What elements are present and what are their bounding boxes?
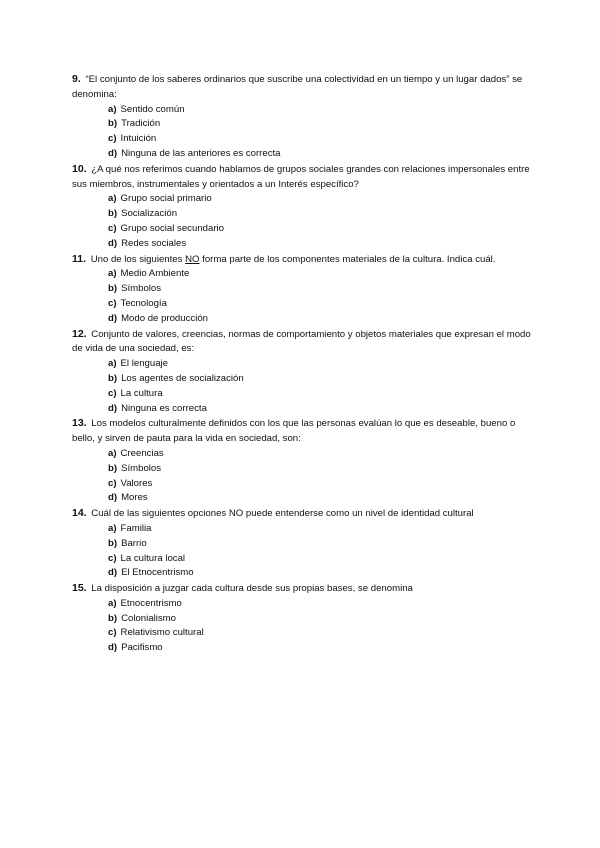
option-c [108, 387, 540, 402]
option-c [108, 222, 540, 237]
option-a [108, 267, 540, 282]
option-text: Tecnología [120, 297, 167, 309]
question-number: 9. [72, 73, 81, 85]
option-letter: a) [108, 103, 117, 115]
option-text: Ninguna de las anteriores es correcta [121, 147, 281, 159]
option-letter: d) [108, 312, 118, 324]
question-body: “El conjunto de los saberes ordinarios que suscribe una colectividad en un tiempo y un lugar dados” se denomina: [72, 74, 523, 100]
option-letter: b) [108, 462, 118, 474]
option-text: Colonialismo [121, 612, 176, 624]
question-number: 13. [72, 417, 87, 430]
option-letter: a) [108, 358, 117, 370]
option-d [108, 641, 540, 656]
option-text: Símbolos [121, 283, 162, 295]
question-12-text [72, 327, 540, 358]
option-letter: b) [108, 208, 118, 220]
option-text: Intuición [120, 133, 157, 145]
option-c [108, 132, 540, 147]
question-body: Cuál de las siguientes opciones NO puede entenderse como un nivel de identidad cultural [91, 508, 474, 520]
option-text: La cultura [120, 387, 163, 399]
options-list [72, 447, 540, 506]
option-text: Creencias [120, 447, 164, 459]
option-b [108, 612, 540, 627]
option-letter: d) [108, 237, 118, 249]
option-b [108, 207, 540, 222]
question-body: La disposición a juzgar cada cultura desde sus propias bases, se denomina [91, 583, 413, 595]
options-list [72, 357, 540, 416]
option-text: La cultura local [120, 552, 186, 564]
question-15-text [72, 581, 540, 597]
question-9 [72, 72, 540, 162]
question-10 [72, 162, 540, 252]
option-letter: c) [108, 297, 117, 309]
option-b [108, 117, 540, 132]
option-text: Grupo social primario [120, 193, 212, 205]
option-text: Medio Ambiente [120, 268, 190, 280]
option-text: Redes sociales [121, 237, 187, 249]
option-text: Barrio [121, 537, 147, 549]
option-b [108, 537, 540, 552]
question-number: 14. [72, 507, 87, 520]
option-letter: a) [108, 193, 117, 205]
option-letter: c) [108, 222, 117, 234]
option-a [108, 447, 540, 462]
question-number: 15. [72, 582, 87, 595]
option-text: Modo de producción [121, 312, 208, 324]
option-d [108, 237, 540, 252]
option-d [108, 566, 540, 581]
option-d [108, 402, 540, 417]
option-d [108, 147, 540, 162]
option-letter: b) [108, 283, 118, 295]
option-text: Símbolos [121, 462, 162, 474]
option-letter: a) [108, 447, 117, 459]
option-a [108, 597, 540, 612]
option-letter: a) [108, 268, 117, 280]
option-b [108, 372, 540, 387]
option-letter: c) [108, 133, 117, 145]
option-text: Relativismo cultural [120, 627, 204, 639]
option-text: Ninguna es correcta [121, 402, 207, 414]
question-9-text [72, 72, 540, 103]
option-text: El lenguaje [120, 358, 169, 370]
options-list [72, 522, 540, 581]
question-14-text [72, 506, 540, 522]
option-letter: c) [108, 552, 117, 564]
options-list [72, 192, 540, 251]
question-13 [72, 416, 540, 506]
option-letter: d) [108, 492, 118, 504]
option-text: El Etnocentrismo [121, 567, 194, 579]
option-a [108, 103, 540, 118]
option-letter: a) [108, 597, 117, 609]
option-a [108, 192, 540, 207]
option-text: Familia [120, 522, 152, 534]
question-12 [72, 327, 540, 417]
options-list [72, 103, 540, 162]
option-text: Sentido común [120, 103, 185, 115]
question-10-text [72, 162, 540, 193]
options-list [72, 267, 540, 326]
question-body-end: forma parte de los componentes materiales de la cultura. Indica cuál. [199, 253, 496, 265]
question-body-start: Uno de los siguientes [90, 253, 186, 265]
option-text: Grupo social secundario [120, 222, 224, 234]
option-letter: d) [108, 147, 118, 159]
option-letter: d) [108, 567, 118, 579]
option-text: Mores [121, 492, 148, 504]
option-letter: c) [108, 477, 117, 489]
question-body: ¿A qué nos referimos cuando hablamos de grupos sociales grandes con relaciones impersonales entre sus miembros, instrumentales y orientados a un Interés específico? [72, 163, 530, 190]
option-letter: a) [108, 522, 117, 534]
option-c [108, 552, 540, 567]
question-15 [72, 581, 540, 656]
option-b [108, 462, 540, 477]
option-c [108, 297, 540, 312]
question-11-text [72, 252, 540, 268]
question-body: Los modelos culturalmente definidos con los que las personas evalúan lo que es deseable, bueno o bello, y sirven de pauta para la vida en sociedad, son: [72, 418, 516, 445]
option-letter: b) [108, 537, 118, 549]
question-11 [72, 252, 540, 327]
option-c [108, 477, 540, 492]
option-a [108, 357, 540, 372]
question-13-text [72, 416, 540, 447]
option-letter: d) [108, 402, 118, 414]
option-text: Etnocentrismo [120, 597, 182, 609]
option-b [108, 282, 540, 297]
option-letter: b) [108, 612, 118, 624]
option-d [108, 312, 540, 327]
question-number: 12. [72, 327, 87, 340]
option-letter: c) [108, 627, 117, 639]
option-text: Tradición [121, 118, 161, 130]
question-number: 11. [72, 252, 87, 265]
options-list [72, 597, 540, 656]
option-text: Los agentes de socialización [121, 372, 244, 384]
option-letter: d) [108, 642, 118, 654]
question-number: 10. [72, 162, 87, 175]
option-c [108, 626, 540, 641]
option-a [108, 522, 540, 537]
question-body: Conjunto de valores, creencias, normas de comportamiento y objetos materiales que expresan el modo de vida de una sociedad, es: [72, 328, 531, 355]
underlined-no: NO [185, 253, 200, 265]
option-letter: c) [108, 387, 117, 399]
option-text: Socialización [121, 208, 178, 220]
question-14 [72, 506, 540, 581]
option-letter: b) [108, 118, 118, 130]
option-text: Pacifismo [121, 642, 163, 654]
option-letter: b) [108, 372, 118, 384]
option-d [108, 491, 540, 506]
option-text: Valores [120, 477, 153, 489]
